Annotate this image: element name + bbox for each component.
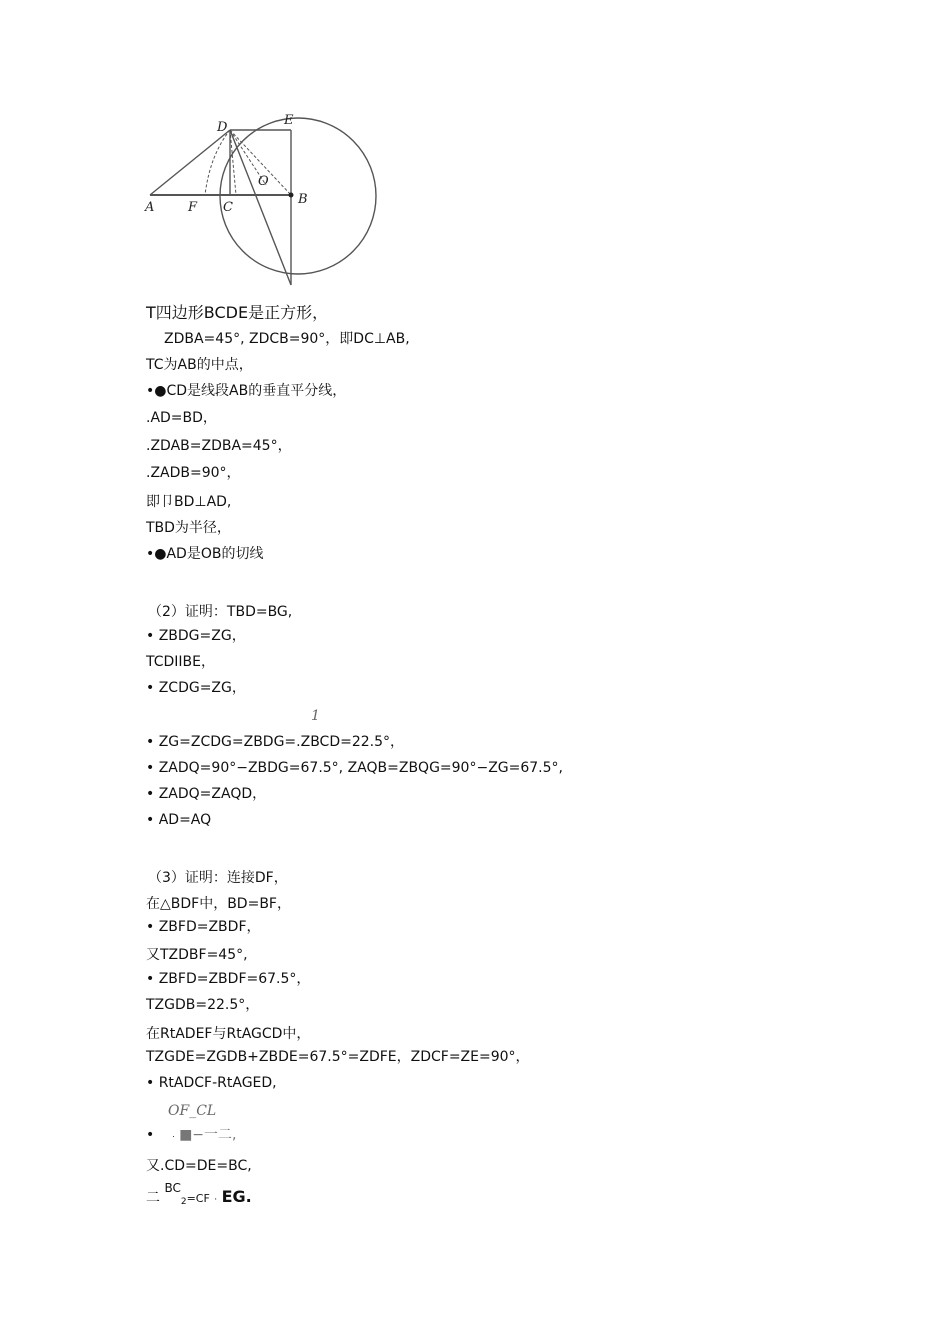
proof3-line-6: 在RtADEF与RtAGCD中， xyxy=(146,1026,311,1042)
proof1-line-9: TBD为半径， xyxy=(146,520,231,536)
proof1-line-6: .ZDAB=ZDBA=45°， xyxy=(146,438,292,454)
label-f: F xyxy=(188,200,198,215)
proof1-line-4: •●CD是线段AB的垂直平分线， xyxy=(146,383,347,399)
eq-cf: =CF xyxy=(186,1192,210,1205)
proof1-line-1: T四边形BCDE是正方形， xyxy=(146,303,329,322)
proof1-line-3: TC为AB的中点， xyxy=(146,357,253,373)
proof3-line-11 xyxy=(146,1181,252,1214)
proof2-line-5: • ZADQ=90°−ZBDG=67.5°, ZAQB=ZBQG=90°−ZG=67.5°, xyxy=(146,760,563,776)
proof1-line-2: ZDBA=45°, ZDCB=90°，即DC⊥AB, xyxy=(164,331,410,347)
proof1-line-10: •●AD是OB的切线 xyxy=(146,546,264,562)
proof2-line-4: • ZG=ZCDG=ZBDG=.ZBCD=22.5°， xyxy=(146,734,405,750)
proof3-line-2: • ZBFD=ZBDF， xyxy=(146,919,261,935)
proof1-line-7: .ZADB=90°， xyxy=(146,465,241,481)
line-ad xyxy=(150,130,230,195)
proof3-line-4: • ZBFD=ZBDF=67.5°， xyxy=(146,971,311,987)
proof3-line-7: TZGDE=ZGDB+ZBDE=67.5°=ZDFE，ZDCF=ZE=90°， xyxy=(146,1049,530,1065)
proof2-header: （2）证明：TBD=BG, xyxy=(148,604,293,620)
proof2-line-3: • ZCDG=ZG， xyxy=(146,680,246,696)
eq-eg: EG. xyxy=(221,1187,252,1206)
proof3-line-3: 又TZDBF=45°, xyxy=(146,947,248,963)
label-a: A xyxy=(145,200,155,215)
proof2-line-7: • AD=AQ xyxy=(146,812,212,828)
fraction-text: OF_CL xyxy=(168,1103,217,1119)
proof3-line-9 xyxy=(146,1126,237,1144)
bullet: • xyxy=(146,1127,155,1143)
small-dot: . xyxy=(172,1130,175,1139)
line-dg xyxy=(230,130,291,285)
dot-operator: · xyxy=(214,1195,218,1205)
point-b xyxy=(289,193,294,198)
label-e: E xyxy=(284,113,294,128)
line-dc-inner-dashed xyxy=(230,130,236,195)
prefix-text: 二 xyxy=(146,1190,160,1206)
fraction-numerator: 1 xyxy=(311,708,320,724)
proof3-header: （3）证明：连接DF， xyxy=(148,870,288,886)
superscript-bc: BC xyxy=(164,1181,181,1195)
subscript-2: 2 xyxy=(180,1197,187,1207)
proof3-line-5: TZGDB=22.5°， xyxy=(146,997,260,1013)
proof3-line-10: 又.CD=DE=BC, xyxy=(146,1158,252,1174)
label-o: O xyxy=(258,174,269,189)
proof2-line-1: • ZBDG=ZG， xyxy=(146,628,246,644)
proof1-line-8: 即卩BD⊥AD, xyxy=(146,494,232,510)
proof2-line-6: • ZADQ=ZAQD， xyxy=(146,786,267,802)
proof3-line-9-text: ■−一二, xyxy=(179,1127,237,1143)
proof3-line-8: • RtADCF-RtAGED, xyxy=(146,1075,277,1091)
proof3-line-1: 在△BDF中，BD=BF， xyxy=(146,896,291,912)
label-c: C xyxy=(223,200,233,215)
proof2-line-2: TCDIIBE， xyxy=(146,654,215,670)
label-b: B xyxy=(298,192,308,207)
proof1-line-5: .AD=BD， xyxy=(146,410,217,426)
label-d: D xyxy=(217,120,228,135)
geometry-figure xyxy=(138,100,388,290)
